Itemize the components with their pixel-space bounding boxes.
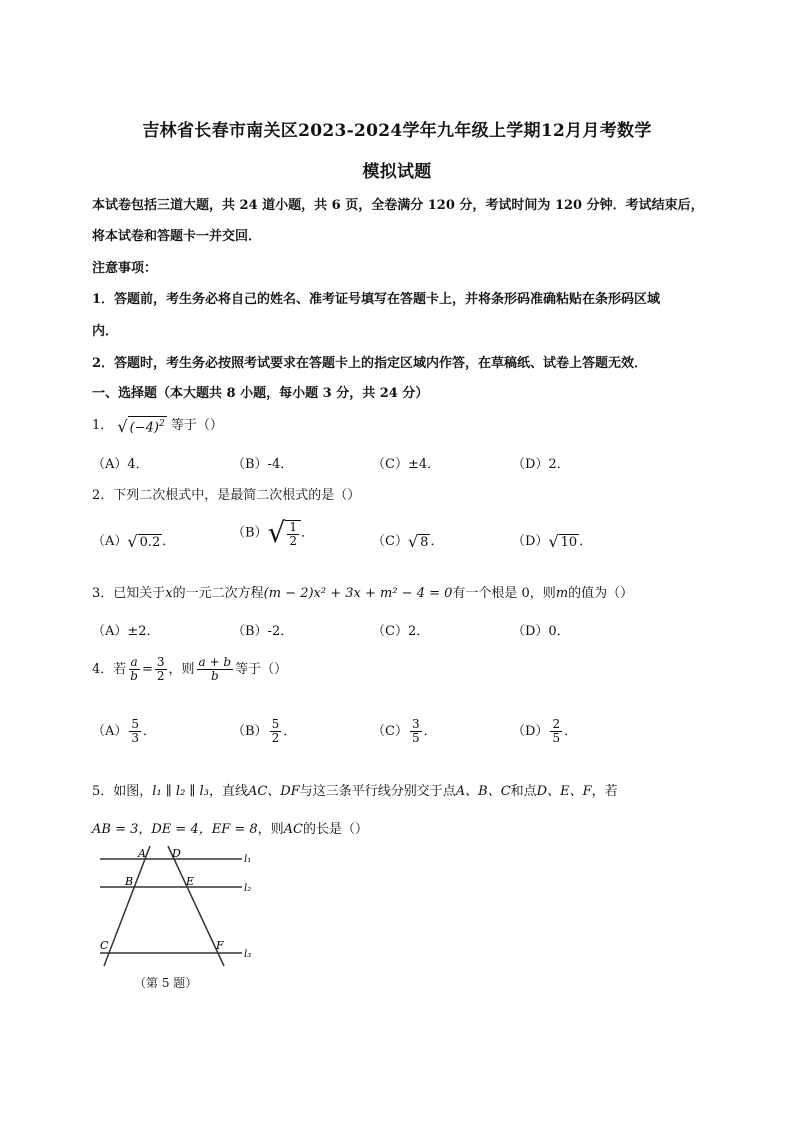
q2-option-b-label: （B） (232, 525, 268, 541)
q5-text-d: 和点 (510, 784, 537, 799)
line-ac (104, 846, 150, 966)
question-3-var-x: x (165, 586, 173, 601)
q4-option-b-num: 5 (271, 717, 280, 731)
question-3-text-b: 的一元二次方程 (172, 586, 264, 601)
q4-option-c-num: 3 (411, 717, 420, 731)
page-title: 吉林省长春市南关区2023-2024学年九年级上学期12月月考数学 (142, 121, 652, 141)
question-3-equation: (m − 2)x² + 3x + m² − 4 = 0 (263, 586, 453, 601)
q5-lines: AC、DF (247, 784, 300, 799)
question-2: 2．下列二次根式中，是最简二次根式的是（） (92, 488, 361, 503)
q4-option-c-dot: ． (423, 724, 437, 739)
q4-option-a-den: 3 (131, 731, 140, 745)
question-1-suffix: 等于（） (170, 418, 223, 433)
q2-option-a-label: （A） (92, 534, 128, 549)
q2-option-d-dot: ． (579, 534, 593, 549)
section-1-heading: 一、选择题（本大题共 8 小题，每小题 3 分，共 24 分） (92, 386, 429, 401)
question-3-var-m: m (555, 586, 569, 601)
question-3 (92, 582, 633, 601)
q1-option-c: （C）±4． (372, 457, 441, 472)
label-c: C (100, 939, 109, 952)
note-2: 2．答题时，考生务必按照考试要求在答题卡上的指定区域内作答，在草稿纸、试卷上答题无效． (92, 356, 648, 371)
q4-option-b-label: （B） (232, 724, 268, 739)
q2-option-d-sqrt: √ 10 (548, 531, 578, 551)
q2-option-c-sqrt: √ 8 (407, 531, 429, 551)
q2-option-b-den: 2 (289, 534, 298, 548)
q3-option-c: （C）2． (372, 624, 430, 639)
q2-option-c-label: （C） (372, 534, 408, 549)
question-4-frac-apb-b (197, 656, 234, 683)
label-f: F (216, 939, 224, 952)
q2-option-c (372, 530, 443, 550)
q2-option-c-radicand: 8 (420, 534, 429, 550)
question-1-prefix: 1． (92, 418, 114, 433)
q5-text-e: ，若 (591, 784, 618, 799)
q2-option-b-dot: ． (301, 525, 315, 541)
q3-option-a: （A）±2． (92, 624, 160, 639)
q2-option-b-num: 1 (289, 520, 298, 534)
q5-points-abc: A、B、C (455, 784, 511, 799)
q2-option-a-radicand: 0.2 (139, 534, 161, 550)
q5-figure (92, 842, 262, 972)
label-a: A (138, 847, 146, 860)
note-1-line-2: 内． (92, 324, 119, 339)
notes-heading: 注意事项： (92, 261, 158, 276)
q5-parallels: l₁ ∥ l₂ ∥ l₃ (152, 784, 209, 799)
q5-text-f: ，则 (257, 822, 284, 837)
q2-option-d-label: （D） (512, 534, 549, 549)
q2-option-d (512, 530, 592, 550)
question-4-eq: = (141, 662, 153, 677)
q2-option-c-dot: ． (430, 534, 444, 549)
q4-f2-num: 3 (156, 655, 165, 669)
q5-points-def: D、E、F (536, 784, 592, 799)
q2-option-b (232, 518, 314, 548)
q4-option-a-label: （A） (92, 724, 128, 739)
page-subtitle: 模拟试题 (362, 162, 432, 182)
q4-f1-den: b (130, 669, 138, 683)
q4-option-a-num: 5 (131, 717, 140, 731)
q2-option-a-sqrt: √ 0.2 (127, 531, 161, 551)
q4-f1-num: a (130, 655, 138, 669)
q4-option-c-label: （C） (372, 724, 408, 739)
q5-given: AB = 3，DE = 4，EF = 8 (92, 822, 258, 837)
q4-option-a-frac (129, 718, 141, 745)
label-l1: l₁ (244, 854, 252, 865)
q4-option-c-frac (410, 718, 422, 745)
q4-option-b-frac (270, 718, 282, 745)
q4-f3-num: a + b (198, 655, 232, 669)
q4-option-d-frac (550, 718, 562, 745)
q2-option-b-sqrt: √ $\frac{1}{2}$ (268, 518, 301, 548)
q4-option-a-dot: ． (143, 724, 157, 739)
q2-option-d-radicand: 10 (560, 534, 578, 550)
note-1-line-1: 1．答题前，考生务必将自己的姓名、准考证号填写在答题卡上，并将条形码准确粘贴在条形码区域 (92, 292, 661, 307)
question-4-frac-3-2 (155, 656, 167, 683)
label-e: E (186, 875, 195, 888)
q3-option-b: （B）-2． (232, 624, 294, 639)
question-4-prefix: 4．若 (92, 662, 127, 677)
label-l3: l₃ (244, 949, 252, 960)
q5-text-c: 与这三条平行线分别交于点 (299, 784, 456, 799)
question-5-line-1 (92, 780, 618, 799)
q1-option-d: （D）2． (512, 457, 570, 472)
q4-option-d-dot: ． (564, 724, 578, 739)
q1-option-a: （A）4． (92, 457, 149, 472)
q4-option-d-label: （D） (512, 724, 549, 739)
label-b: B (125, 875, 134, 888)
q4-option-b (232, 718, 296, 745)
q3-option-d: （D）0． (512, 624, 570, 639)
q4-option-d-num: 2 (552, 717, 561, 731)
q2-option-a (92, 530, 175, 550)
question-4-suffix: 等于（） (235, 662, 288, 677)
question-5-line-2 (92, 818, 368, 837)
intro-line-2: 将本试卷和答题卡一并交回． (92, 229, 262, 244)
question-3-text-a: 3．已知关于 (92, 586, 166, 601)
q4-f2-den: 2 (156, 669, 165, 683)
question-1-exponent: 2 (158, 418, 165, 429)
q5-text-b: ，直线 (208, 784, 248, 799)
q1-option-b: （B）-4． (232, 457, 294, 472)
question-1 (92, 414, 223, 435)
q4-option-b-den: 2 (271, 731, 280, 745)
q4-option-b-dot: ． (283, 724, 297, 739)
label-l2: l₂ (244, 883, 252, 894)
q5-text-g: 的长是（） (303, 822, 369, 837)
label-d: D (172, 847, 181, 860)
q5-ac: AC (283, 822, 304, 837)
question-3-text-c: 有一个根是 0，则 (452, 586, 556, 601)
q4-f3-den: b (210, 669, 219, 683)
q4-option-c (372, 718, 437, 745)
question-1-radicand: (−4) (129, 420, 159, 436)
question-4-frac-a-b (128, 656, 140, 683)
q4-option-c-den: 5 (411, 731, 420, 745)
q4-option-d-den: 5 (552, 731, 561, 745)
q4-option-d (512, 718, 577, 745)
question-4 (92, 656, 287, 683)
q5-figure-caption: （第 5 题） (134, 976, 198, 990)
question-1-sqrt: √ $(-4)^2$ (117, 417, 165, 437)
q2-option-a-dot: ． (162, 534, 176, 549)
q5-text-a: 5．如图， (92, 784, 153, 799)
intro-line-1: 本试卷包括三道大题，共 24 道小题，共 6 页，全卷满分 120 分，考试时间为 120 分钟．考试结束后， (92, 198, 704, 213)
question-4-mid: ，则 (168, 662, 195, 677)
question-3-text-d: 的值为（） (568, 586, 634, 601)
q4-option-a (92, 718, 156, 745)
